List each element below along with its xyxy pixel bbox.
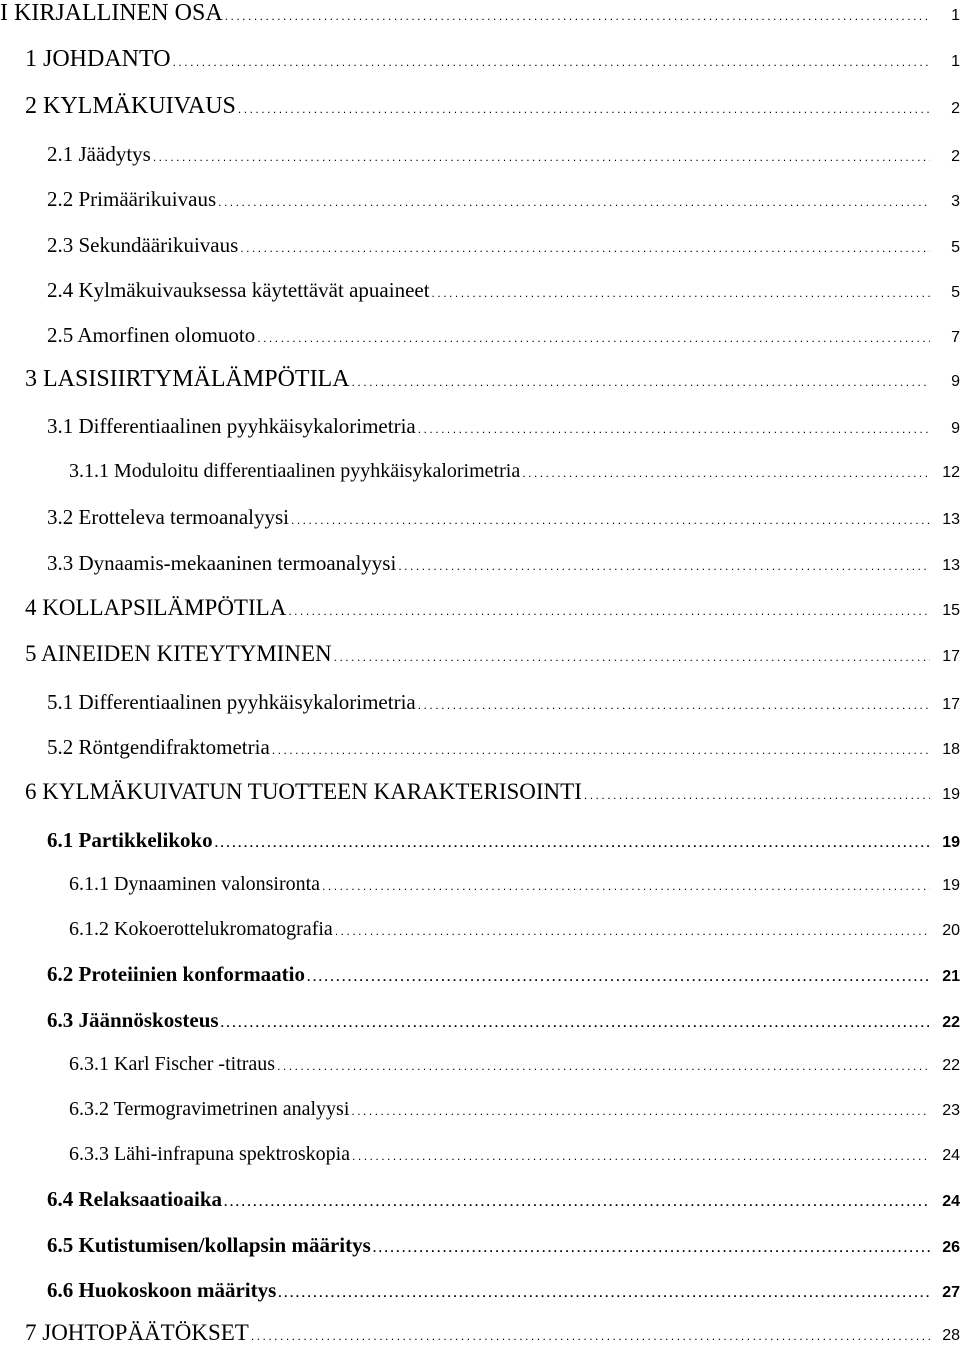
toc-entry-page: 7 [951,329,960,346]
toc-entry[interactable] [0,962,960,987]
toc-entry-page: 5 [951,284,960,301]
dot-leader [251,1329,930,1343]
toc-entry-page: 19 [942,786,960,803]
toc-entry[interactable] [0,1098,960,1121]
toc-entry[interactable] [0,735,960,760]
toc-entry-label: 6.2 Proteiinien konformaatio [47,962,306,986]
toc-entry-page: 2 [951,100,960,117]
toc-entry[interactable] [0,690,960,715]
dot-leader [322,879,930,893]
dot-leader [351,1104,930,1118]
toc-entry-label: 6.1.2 Kokoerottelukromatografia [69,918,333,940]
toc-entry[interactable] [0,323,960,348]
toc-entry-page: 20 [942,922,960,939]
toc-entry-label: 6.3.3 Lähi-infrapuna spektroskopia [69,1143,351,1165]
dot-leader [153,150,930,164]
toc-entry-page: 17 [942,648,960,665]
toc-entry-page: 2 [951,148,960,165]
toc-entry-label: 5.1 Differentiaalinen pyyhkäisykalorimetria [47,690,416,714]
dot-leader [522,466,930,480]
toc-entry-label: 5.2 Röntgendifraktometria [47,735,270,759]
dot-leader [334,650,930,664]
toc-entry-label: 2 KYLMÄKUIVAUS [25,93,236,119]
toc-entry[interactable] [0,0,960,27]
dot-leader [418,422,930,436]
toc-entry-label: 6.4 Relaksaatioaika [47,1187,223,1211]
toc-entry-page: 15 [942,602,960,619]
dot-leader [224,1195,930,1209]
toc-entry-page: 18 [942,741,960,758]
toc-entry-label: I KIRJALLINEN OSA [0,0,223,26]
toc-entry-label: 6.3.2 Termogravimetrinen analyysi [69,1098,350,1120]
toc-entry-page: 1 [951,53,960,70]
dot-leader [173,55,930,69]
dot-leader [291,513,930,527]
toc-entry[interactable] [0,278,960,303]
toc-entry[interactable] [0,46,960,73]
toc-entry[interactable] [0,641,960,667]
dot-leader [218,195,930,209]
dot-leader [238,102,930,116]
toc-entry-page: 28 [942,1327,960,1344]
dot-leader [335,924,930,938]
toc-entry-page: 27 [942,1284,960,1301]
dot-leader [257,331,930,345]
toc-entry[interactable] [0,1143,960,1166]
toc-entry-page: 1 [951,7,960,24]
toc-entry-label: 2.1 Jäädytys [47,142,151,166]
toc-entry-page: 9 [951,420,960,437]
toc-entry-label: 3.1.1 Moduloitu differentiaalinen pyyhkäisykalorimetria [69,460,521,482]
toc-entry-page: 19 [942,877,960,894]
toc-entry-page: 9 [951,373,960,390]
toc-entry-page: 13 [942,511,960,528]
toc-entry-label: 3.1 Differentiaalinen pyyhkäisykalorimetria [47,414,416,438]
dot-leader [307,970,930,984]
toc-entry-label: 3 LASISIIRTYMÄLÄMPÖTILA [25,366,350,392]
dot-leader [418,698,930,712]
toc-entry[interactable] [0,918,960,941]
toc-entry-label: 6.1 Partikkelikoko [47,828,213,852]
toc-entry-label: 6.3 Jäännöskosteus [47,1008,219,1032]
toc-entry-page: 23 [942,1102,960,1119]
dot-leader [277,1059,930,1073]
toc-entry-page: 22 [942,1014,960,1031]
toc-entry-label: 6.5 Kutistumisen/kollapsin määritys [47,1233,371,1257]
toc-entry-label: 6.6 Huokoskoon määritys [47,1278,277,1302]
toc-entry-label: 6.1.1 Dynaaminen valonsironta [69,873,321,895]
dot-leader [225,9,930,23]
dot-leader [215,836,930,850]
toc-entry-label: 3.3 Dynaamis-mekaaninen termoanalyysi [47,551,397,575]
toc-entry[interactable] [0,828,960,853]
toc-entry[interactable] [0,1233,960,1258]
toc-entry-label: 7 JOHTOPÄÄTÖKSET [25,1320,249,1345]
toc-entry-label: 2.2 Primäärikuivaus [47,187,217,211]
toc-entry[interactable] [0,873,960,896]
toc-entry[interactable] [0,233,960,258]
toc-entry-page: 5 [951,239,960,256]
toc-entry[interactable] [0,1008,960,1033]
toc-entry-label: 3.2 Erotteleva termoanalyysi [47,505,290,529]
toc-entry-page: 21 [942,968,960,985]
toc-entry-page: 24 [942,1193,960,1210]
toc-entry-page: 26 [942,1239,960,1256]
toc-entry[interactable] [0,1187,960,1212]
toc-entry-page: 12 [942,464,960,481]
toc-entry[interactable] [0,414,960,439]
toc-entry-page: 24 [942,1147,960,1164]
toc-entry-label: 6 KYLMÄKUIVATUN TUOTTEEN KARAKTERISOINTI [25,779,582,804]
toc-entry[interactable] [0,1278,960,1303]
toc-entry-label: 5 AINEIDEN KITEYTYMINEN [25,641,332,666]
toc-entry-page: 13 [942,557,960,574]
dot-leader [278,1286,930,1300]
dot-leader [398,559,930,573]
dot-leader [240,241,930,255]
toc-entry[interactable] [0,779,960,805]
toc-entry-label: 2.5 Amorfinen olomuoto [47,323,256,347]
toc-entry[interactable] [0,595,960,621]
toc-entry[interactable] [0,187,960,212]
dot-leader [221,1016,930,1030]
toc-entry-label: 2.3 Sekundäärikuivaus [47,233,239,257]
toc-entry[interactable] [0,1053,960,1076]
dot-leader [432,286,930,300]
toc-entry[interactable] [0,366,960,393]
toc-entry-page: 22 [942,1057,960,1074]
toc-entry-page: 17 [942,696,960,713]
toc-entry[interactable] [0,142,960,167]
dot-leader [373,1241,930,1255]
dot-leader [352,1149,930,1163]
toc-entry[interactable] [0,460,960,483]
dot-leader [288,604,930,618]
dot-leader [272,743,930,757]
dot-leader [584,788,930,802]
dot-leader [352,375,930,389]
toc-entry-page: 3 [951,193,960,210]
toc-entry[interactable] [0,551,960,576]
toc-entry-label: 2.4 Kylmäkuivauksessa käytettävät apuaineet [47,278,430,302]
toc-entry[interactable] [0,1320,960,1346]
toc-entry[interactable] [0,93,960,120]
toc-entry-page: 19 [942,834,960,851]
toc-entry[interactable] [0,505,960,530]
toc-entry-label: 4 KOLLAPSILÄMPÖTILA [25,595,287,620]
toc-entry-label: 1 JOHDANTO [25,46,171,72]
toc-entry-label: 6.3.1 Karl Fischer -titraus [69,1053,276,1075]
